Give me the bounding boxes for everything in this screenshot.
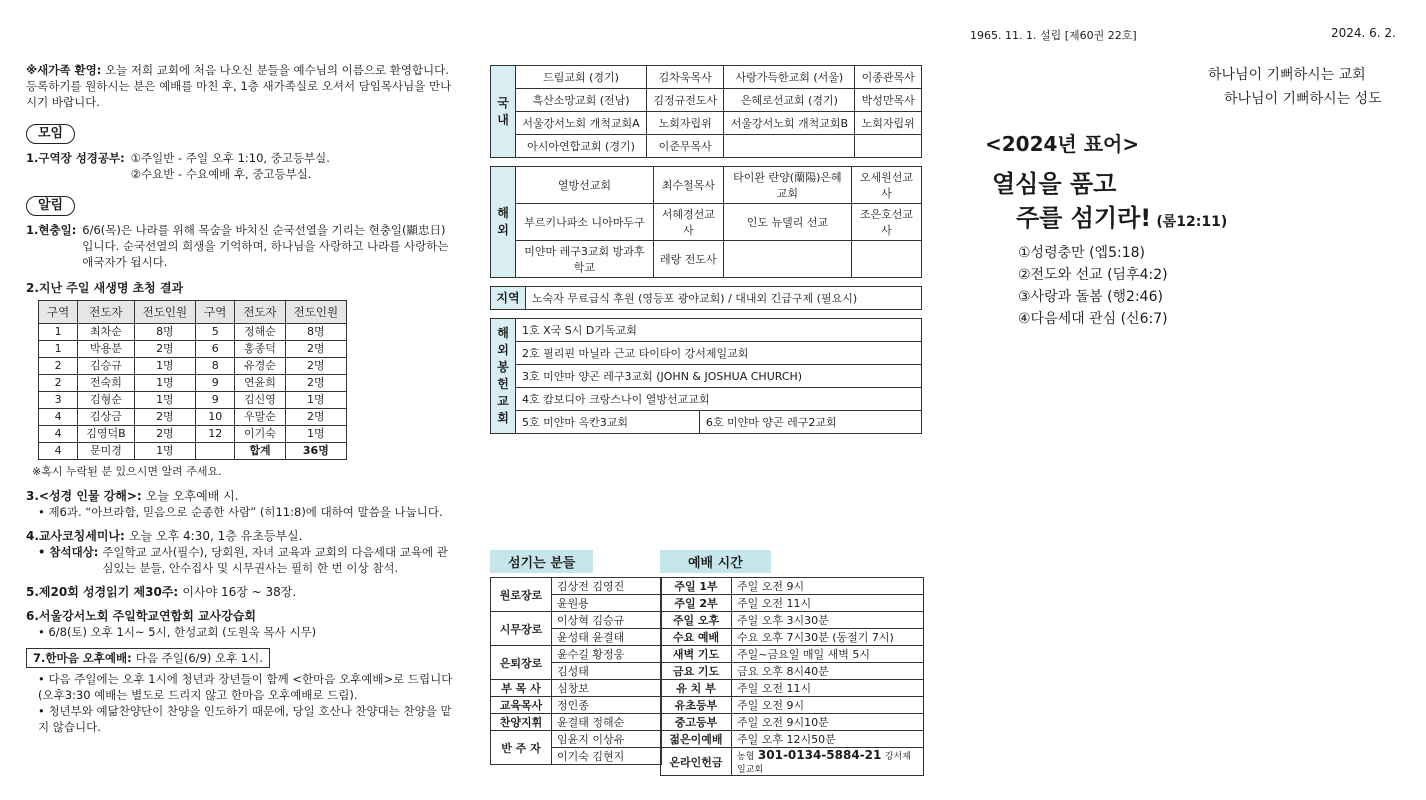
overseas-mission-row [491, 241, 922, 278]
worship-service: 주일 오후 [661, 612, 732, 629]
overseas-mission-row [491, 204, 922, 241]
slogan-item: ①성령충만 (엡5:18) [1018, 245, 1145, 261]
evangelism-header: 구역 [39, 301, 78, 324]
evangelism-cell: 1 [39, 341, 78, 358]
worship-service: 유초등부 [661, 697, 732, 714]
slogan-item: ③사랑과 돌봄 (행2:46) [1018, 289, 1163, 305]
notice-5-text: 이사야 16장 ~ 38장. [182, 585, 297, 599]
evangelism-table [38, 300, 347, 460]
online-number: 301-0134-5884-21 [757, 748, 882, 762]
servers-names: 윤결태 정해순 [552, 714, 662, 731]
notice-1-label: 1.현충일: [26, 223, 77, 237]
evangelism-cell: 최차순 [78, 324, 134, 341]
domestic-missions-table [490, 65, 922, 158]
worship-service: 수요 예배 [661, 629, 732, 646]
evangelism-cell: 3 [39, 392, 78, 409]
notice-7 [26, 648, 270, 668]
evangelism-cell: 9 [196, 392, 235, 409]
notice-4-bullet-label: • 참석대상: [38, 545, 99, 559]
evangelism-row [39, 375, 347, 392]
local-label: 지역 [491, 287, 526, 310]
evangelism-cell: 2명 [134, 409, 195, 426]
servers-names: 정인종 [552, 697, 662, 714]
planting-cell: 2호 필리핀 마닐라 근교 타이타이 강서제일교회 [516, 342, 922, 365]
worship-table [660, 577, 924, 776]
evangelism-cell: 박용분 [78, 341, 134, 358]
evangelism-cell: 8명 [134, 324, 195, 341]
notice-1 [26, 222, 456, 270]
notice-3 [26, 488, 456, 504]
servers-row [491, 731, 662, 748]
evangelism-cell: 36명 [285, 443, 346, 460]
worship-row [661, 731, 924, 748]
notice-5 [26, 584, 456, 600]
slogan-line-1: 열심을 품고 [992, 170, 1117, 198]
servers-role: 시무장로 [491, 612, 552, 646]
servers-names: 윤성태 윤결태 [552, 629, 662, 646]
slogan-item: ④다음세대 관심 (신6:7) [1018, 311, 1168, 327]
slogan-line-2-wrap [1016, 198, 1227, 233]
domestic-mission-row [491, 66, 922, 89]
evangelism-cell: 9 [196, 375, 235, 392]
worship-time: 주일 오전 11시 [732, 680, 924, 697]
servers-role: 부 목 사 [491, 680, 552, 697]
worship-time: 주일 오전 9시10분 [732, 714, 924, 731]
evangelism-cell: 유경순 [235, 358, 285, 375]
notice-1-text: 6/6(목)은 나라를 위해 목숨을 바치신 순국선열을 기리는 현충일(顯忠日)입니다. 순국선열의 희생을 기억하며, 하나님을 사랑하고 나라를 사랑하는 애국자가 됩시다. [82, 223, 449, 269]
evangelism-cell: 5 [196, 324, 235, 341]
overseas-mission-cell: 레랑 전도사 [653, 241, 723, 278]
slogan-ref: (롬12:11) [1156, 214, 1228, 230]
worship-title: 예배 시간 [660, 550, 771, 573]
notices-title: 알림 [26, 196, 75, 216]
worship-service: 금요 기도 [661, 663, 732, 680]
welcome-text: 오늘 저희 교회에 처음 나오신 분들을 예수님의 이름으로 환영합니다. 등록하기를 원하시는 분은 예배를 마친 후, 1층 새가족실로 오셔서 담임목사님을 만나시기 바랍니다. [26, 63, 452, 109]
evangelism-row [39, 341, 347, 358]
notice-7-bullet-2: • 청년부와 예닮찬양단이 찬양을 인도하기 때문에, 당일 호산나 찬양대는 찬양을 맡지 않습니다. [38, 704, 452, 734]
servers-role: 은퇴장로 [491, 646, 552, 680]
online-label: 온라인헌금 [661, 748, 732, 776]
domestic-mission-cell: 김차욱목사 [647, 66, 724, 89]
notice-7-bullet-1: • 다음 주일에는 오후 1시에 청년과 장년들이 함께 <한마음 오후예배>로 드립니다(오후3:30 예배는 별도로 드리지 않고 한마음 오후예배로 드림). [38, 672, 453, 702]
evangelism-cell: 홍종덕 [235, 341, 285, 358]
planting-cell: 1호 X국 S시 D기독교회 [516, 319, 922, 342]
domestic-mission-cell: 은혜로선교회 (경기) [724, 89, 855, 112]
worship-service: 유 치 부 [661, 680, 732, 697]
evangelism-cell: 4 [39, 426, 78, 443]
servers-names: 임윤지 이상유 [552, 731, 662, 748]
evangelism-cell: 합계 [235, 443, 285, 460]
domestic-mission-cell: 서울강서노회 개척교회A [516, 112, 647, 135]
servers-row [491, 714, 662, 731]
domestic-mission-row [491, 89, 922, 112]
domestic-mission-row [491, 135, 922, 158]
worship-row [661, 680, 924, 697]
notice-4-text: 오늘 오후 4:30, 1층 유초등부실. [129, 529, 303, 543]
servers-role: 찬양지휘 [491, 714, 552, 731]
notice-7-text: 다음 주일(6/9) 오후 1시. [135, 651, 263, 665]
evangelism-header: 전도인원 [134, 301, 195, 324]
overseas-mission-row [491, 167, 922, 204]
servers-row [491, 697, 662, 714]
worship-row [661, 714, 924, 731]
slogan-item: ②전도와 선교 (딤후4:2) [1018, 267, 1168, 283]
domestic-mission-cell: 노회자립위 [647, 112, 724, 135]
planting-cell: 3호 미얀마 양곤 레구3교회 (JOHN & JOSHUA CHURCH) [516, 365, 922, 388]
evangelism-cell: 김상금 [78, 409, 134, 426]
servers-names: 김성태 [552, 663, 662, 680]
evangelism-header: 구역 [196, 301, 235, 324]
evangelism-row [39, 426, 347, 443]
notices-column [26, 62, 456, 735]
evangelism-row [39, 409, 347, 426]
evangelism-header: 전도자 [235, 301, 285, 324]
evangelism-cell: 김승규 [78, 358, 134, 375]
planting-cell: 5호 미얀마 옥칸3교회 [516, 411, 700, 434]
evangelism-cell: 12 [196, 426, 235, 443]
domestic-mission-cell: 이준무목사 [647, 135, 724, 158]
founding-info: 1965. 11. 1. 설립 [제60권 22호] [970, 29, 1137, 42]
motto-line-2: 하나님이 기뻐하시는 성도 [1224, 91, 1382, 107]
online-account [732, 748, 924, 776]
evangelism-cell: 1 [39, 324, 78, 341]
planting-row [491, 411, 922, 434]
servers-names: 김상전 김영진 [552, 578, 662, 595]
slogan-year-title: <2024년 표어> [985, 132, 1140, 156]
evangelism-header: 전도자 [78, 301, 134, 324]
evangelism-cell: 전숙희 [78, 375, 134, 392]
notice-7-label: 7.한마음 오후예배: [33, 651, 132, 665]
servers-names: 윤원용 [552, 595, 662, 612]
worship-row [661, 578, 924, 595]
evangelism-row [39, 392, 347, 409]
domestic-mission-cell: 노회자립위 [855, 112, 922, 135]
welcome-label: ※새가족 환영: [26, 63, 102, 77]
notice-3-label: 3.<성경 인물 강해>: [26, 489, 142, 503]
evangelism-row [39, 358, 347, 375]
overseas-mission-cell [723, 241, 851, 278]
evangelism-cell: 1명 [134, 358, 195, 375]
domestic-mission-label: 국내 [491, 66, 516, 158]
domestic-mission-cell: 서울강서노회 개척교회B [724, 112, 855, 135]
evangelism-cell: 정해순 [235, 324, 285, 341]
worship-service: 중고등부 [661, 714, 732, 731]
worship-time: 주일 오전 11시 [732, 595, 924, 612]
evangelism-cell: 8명 [285, 324, 346, 341]
servers-names: 윤수길 황정웅 [552, 646, 662, 663]
slogan-line-2: 주를 섬기라! [1016, 204, 1152, 232]
notice-6-bullet: • 6/8(토) 오후 1시~ 5시, 한성교회 (도원욱 목사 시무) [38, 625, 317, 639]
servers-role: 교육목사 [491, 697, 552, 714]
slogan-items [1018, 242, 1168, 330]
planting-row [491, 342, 922, 365]
servers-names: 이상혁 김승규 [552, 612, 662, 629]
worship-time: 주일 오후 3시30분 [732, 612, 924, 629]
servers-row [491, 646, 662, 663]
servers-section [490, 550, 662, 765]
notice-4-bullet [26, 544, 456, 576]
online-holder: 강서제일교회 [737, 752, 911, 775]
evangelism-cell: 8 [196, 358, 235, 375]
evangelism-cell: 우말순 [235, 409, 285, 426]
evangelism-cell: 김영덕B [78, 426, 134, 443]
missions-column [490, 65, 922, 434]
evangelism-cell: 6 [196, 341, 235, 358]
worship-time: 수요 오후 7시30분 (동절기 7시) [732, 629, 924, 646]
worship-row [661, 663, 924, 680]
evangelism-cell: 1명 [134, 443, 195, 460]
gatherings-title: 모임 [26, 124, 75, 144]
evangelism-cell: 연윤희 [235, 375, 285, 392]
motto-line-1: 하나님이 기뻐하시는 교회 [1208, 67, 1366, 83]
local-text: 노숙자 무료급식 후원 (영등포 광야교회) / 대내외 긴급구제 (필요시) [526, 287, 922, 310]
evangelism-cell: 2명 [134, 341, 195, 358]
evangelism-cell: 1명 [285, 392, 346, 409]
overseas-mission-label: 해외 [491, 167, 516, 278]
evangelism-cell: 김신영 [235, 392, 285, 409]
worship-time: 주일 오후 12시50분 [732, 731, 924, 748]
servers-row [491, 612, 662, 629]
gathering-line-2: ②수요반 - 수요예배 후, 중고등부실. [130, 167, 312, 181]
worship-row [661, 646, 924, 663]
worship-row [661, 629, 924, 646]
evangelism-cell: 2명 [285, 375, 346, 392]
evangelism-header: 전도인원 [285, 301, 346, 324]
planting-row [491, 365, 922, 388]
overseas-mission-cell: 부르키나파소 니아마두구 [516, 204, 654, 241]
online-bank: 농협 [737, 752, 755, 762]
overseas-mission-cell: 인도 뉴델리 선교 [723, 204, 851, 241]
worship-row [661, 697, 924, 714]
domestic-mission-cell: 김정규전도사 [647, 89, 724, 112]
overseas-mission-cell [851, 241, 921, 278]
overseas-missions-table [490, 166, 922, 278]
planting-cell: 4호 캄보디아 크랑스나이 열방선교교회 [516, 388, 922, 411]
worship-row [661, 595, 924, 612]
worship-time: 주일~금요일 매일 새벽 5시 [732, 646, 924, 663]
evangelism-cell: 1명 [134, 375, 195, 392]
domestic-mission-cell: 아시아연합교회 (경기) [516, 135, 647, 158]
notice-4-bullet-text: 주일학교 교사(필수), 당회원, 자녀 교육과 교회의 다음세대 교육에 관심있는 분들, 안수집사 및 시무권사는 필히 한 번 이상 참석. [102, 545, 448, 575]
gathering-item-1 [26, 150, 456, 182]
evangelism-cell: 2명 [134, 426, 195, 443]
domestic-mission-cell: 이종관목사 [855, 66, 922, 89]
worship-service: 새벽 기도 [661, 646, 732, 663]
domestic-mission-cell: 흑산소망교회 (전남) [516, 89, 647, 112]
notice-4-label: 4.교사코칭세미나: [26, 529, 125, 543]
domestic-mission-cell: 사랑가득한교회 (서울) [724, 66, 855, 89]
evangelism-cell: 10 [196, 409, 235, 426]
worship-service: 젊은이예배 [661, 731, 732, 748]
planting-table [490, 318, 922, 434]
overseas-mission-cell: 서혜경선교사 [653, 204, 723, 241]
worship-time: 주일 오전 9시 [732, 578, 924, 595]
evangelism-cell: 1명 [285, 426, 346, 443]
servers-title: 섬기는 분들 [490, 550, 593, 573]
welcome-section [26, 62, 456, 110]
notice-5-label: 5.제20회 성경읽기 제30주: [26, 585, 179, 599]
evangelism-cell: 4 [39, 443, 78, 460]
bulletin-date: 2024. 6. 2. [1331, 26, 1396, 40]
evangelism-cell: 2명 [285, 409, 346, 426]
evangelism-row [39, 443, 347, 460]
domestic-mission-cell: 드림교회 (경기) [516, 66, 647, 89]
planting-cell: 6호 미얀마 양곤 레구2교회 [699, 411, 921, 434]
servers-role: 원로장로 [491, 578, 552, 612]
domestic-mission-cell [855, 135, 922, 158]
evangelism-cell [196, 443, 235, 460]
evangelism-cell: 이기숙 [235, 426, 285, 443]
evangelism-cell: 2 [39, 358, 78, 375]
evangelism-cell: 2명 [285, 358, 346, 375]
servers-role: 반 주 자 [491, 731, 552, 765]
local-missions-table [490, 286, 922, 310]
notice-4 [26, 528, 456, 544]
planting-label: 해외봉헌교회 [491, 319, 516, 434]
planting-row [491, 319, 922, 342]
evangelism-cell: 4 [39, 409, 78, 426]
servers-names: 이기숙 김현지 [552, 748, 662, 765]
domestic-mission-cell [724, 135, 855, 158]
evangelism-row [39, 324, 347, 341]
evangelism-cell: 2명 [285, 341, 346, 358]
worship-service: 주일 2부 [661, 595, 732, 612]
worship-section [660, 550, 924, 776]
worship-row [661, 612, 924, 629]
servers-row [491, 680, 662, 697]
overseas-mission-cell: 열방선교회 [516, 167, 654, 204]
overseas-mission-cell: 미얀마 레구3교회 방과후학교 [516, 241, 654, 278]
worship-time: 금요 오후 8시40분 [732, 663, 924, 680]
servers-row [491, 578, 662, 595]
planting-row [491, 388, 922, 411]
notice-3-text: 오늘 오후예배 시. [145, 489, 239, 503]
gathering-item-1-label: 1.구역장 성경공부: [26, 151, 125, 165]
gathering-line-1: ①주일반 - 주일 오후 1:10, 중고등부실. [130, 151, 330, 165]
evangelism-cell: 2 [39, 375, 78, 392]
overseas-mission-cell: 조은호선교사 [851, 204, 921, 241]
domestic-mission-cell: 박성만목사 [855, 89, 922, 112]
notice-3-bullet: • 제6과. “아브라함, 믿음으로 순종한 사람” (히11:8)에 대하여 말씀을 나눕니다. [38, 505, 443, 519]
evangelism-cell: 문미경 [78, 443, 134, 460]
servers-names: 심창보 [552, 680, 662, 697]
overseas-mission-cell: 오세원선교사 [851, 167, 921, 204]
overseas-mission-cell: 타이완 란양(蘭陽)은혜교회 [723, 167, 851, 204]
evangelism-cell: 김형순 [78, 392, 134, 409]
notice-2-title: 2.지난 주일 새생명 초청 결과 [26, 281, 184, 295]
worship-service: 주일 1부 [661, 578, 732, 595]
servers-table [490, 577, 662, 765]
notice-6-title: 6.서울강서노회 주일학교연합회 교사강습회 [26, 609, 256, 623]
worship-time: 주일 오전 9시 [732, 697, 924, 714]
domestic-mission-row [491, 112, 922, 135]
overseas-mission-cell: 최수철목사 [653, 167, 723, 204]
evangelism-cell: 1명 [134, 392, 195, 409]
evangelism-note: ※혹시 누락된 분 있으시면 알려 주세요. [32, 465, 222, 478]
